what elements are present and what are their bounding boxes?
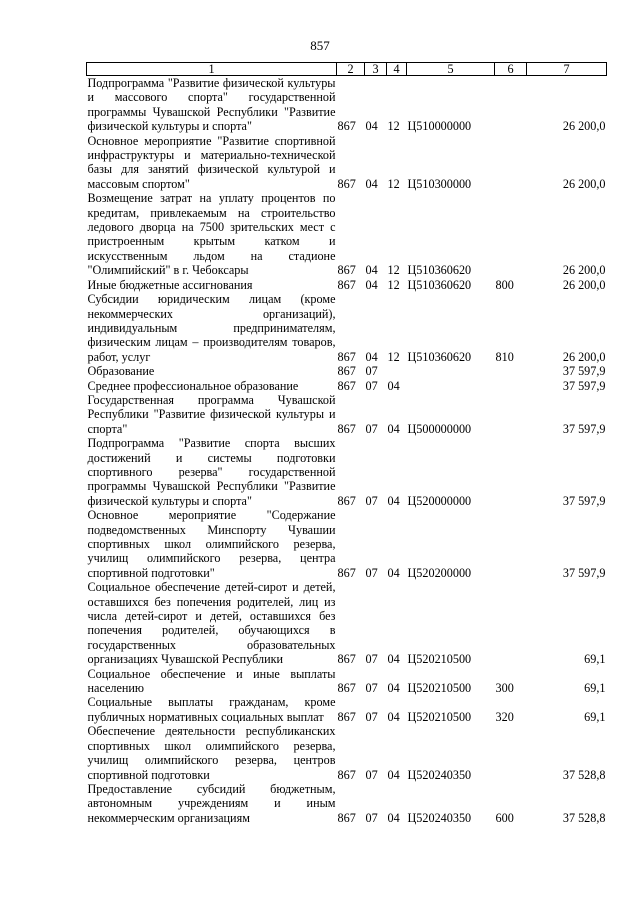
row-amount-cell: 37 597,9 xyxy=(562,565,606,580)
row-name-cell: Субсидии юридическим лицам (кроме некоммерческих организаций), индивидуальным предпринимателям, физическим лицам – производителям товаров, работ, услуг xyxy=(87,292,336,364)
row-target-article-cell: Ц520200000 xyxy=(407,565,472,580)
table-row xyxy=(87,278,607,292)
row-name-cell: Образование xyxy=(87,364,155,379)
row-section-cell: 04 xyxy=(365,349,378,364)
header-col-1: 1 xyxy=(87,63,337,76)
row-section-cell: 04 xyxy=(365,176,378,191)
row-name-cell: Социальное обеспечение детей-сирот и детей, оставшихся без попечения родителей, лиц из числа детей-сирот и детей, оставшихся без попечения родителей, обучающихся в государственных образовательных организациях Чувашской Республики xyxy=(87,580,336,667)
row-subsection-cell: 04 xyxy=(387,565,400,580)
row-target-article-cell xyxy=(407,364,495,378)
table-row xyxy=(87,292,607,364)
row-expense-type-cell: 810 xyxy=(495,349,514,364)
row-amount-cell: 37 528,8 xyxy=(562,767,606,782)
row-target-article-cell xyxy=(407,379,495,393)
row-section-cell: 07 xyxy=(365,378,378,393)
row-code-cell: 867 xyxy=(337,349,356,364)
row-target-article-cell: Ц520210500 xyxy=(407,681,472,696)
row-code-cell: 867 xyxy=(337,565,356,580)
row-name-cell: Подпрограмма "Развитие спорта высших достижений и системы подготовки спортивного резерва" государственной программы Чувашской Республики "Развитие физической культуры и спорта" xyxy=(87,436,336,508)
row-subsection-cell: 04 xyxy=(387,709,400,724)
row-amount-cell: 69,1 xyxy=(584,709,606,724)
row-target-article-cell: Ц510360620 xyxy=(407,263,472,278)
row-target-article-cell: Ц510000000 xyxy=(407,119,472,134)
row-target-article-cell: Ц520240350 xyxy=(407,810,472,825)
row-name-cell: Социальные выплаты гражданам, кроме публичных нормативных социальных выплат xyxy=(87,695,336,724)
row-name-cell: Основное мероприятие "Содержание подведомственных Минспорту Чувашии спортивных школ олимпийского резерва, училищ олимпийского резерва, центра спортивной подготовки" xyxy=(87,508,336,580)
table-row xyxy=(87,364,607,378)
row-code-cell: 867 xyxy=(337,378,356,393)
row-subsection-cell: 12 xyxy=(387,263,400,278)
row-amount-cell: 69,1 xyxy=(584,652,606,667)
row-expense-type-cell: 800 xyxy=(495,277,514,292)
row-expense-type-cell xyxy=(495,134,527,192)
table-row xyxy=(87,191,607,277)
row-amount-cell: 37 597,9 xyxy=(562,421,606,436)
header-col-2: 2 xyxy=(337,63,365,76)
row-amount-cell: 37 597,9 xyxy=(562,364,606,379)
row-code-cell: 867 xyxy=(337,277,356,292)
row-target-article-cell: Ц510360620 xyxy=(407,349,472,364)
row-subsection-cell: 04 xyxy=(387,681,400,696)
row-section-cell: 07 xyxy=(365,709,378,724)
row-name-cell: Возмещение затрат на уплату процентов по кредитам, привлекаемым на строительство ледового дворца на 7500 зрительских мест с пристроенным крытым катком и искусственным льдом на стадионе "Олимпийский" в г. Чебоксары xyxy=(87,191,336,278)
row-expense-type-cell: 300 xyxy=(495,681,514,696)
row-expense-type-cell xyxy=(495,436,527,508)
row-section-cell: 07 xyxy=(365,810,378,825)
header-col-5: 5 xyxy=(407,63,495,76)
budget-table xyxy=(86,62,607,825)
row-expense-type-cell xyxy=(495,724,527,782)
row-target-article-cell: Ц510300000 xyxy=(407,176,472,191)
row-name-cell: Социальное обеспечение и иные выплаты населению xyxy=(87,666,336,696)
row-section-cell: 07 xyxy=(365,565,378,580)
row-code-cell: 867 xyxy=(337,421,356,436)
table-body xyxy=(87,76,607,826)
row-amount-cell: 37 528,8 xyxy=(562,810,606,825)
row-code-cell: 867 xyxy=(337,176,356,191)
row-subsection-cell: 04 xyxy=(387,493,400,508)
row-amount-cell: 26 200,0 xyxy=(562,119,606,134)
row-amount-cell: 69,1 xyxy=(584,681,606,696)
row-name-cell: Среднее профессиональное образование xyxy=(87,378,299,393)
row-section-cell: 07 xyxy=(365,767,378,782)
row-expense-type-cell xyxy=(495,191,527,277)
row-section-cell: 04 xyxy=(365,263,378,278)
table-row xyxy=(87,724,607,782)
row-expense-type-cell xyxy=(495,76,527,134)
header-col-3: 3 xyxy=(365,63,387,76)
row-expense-type-cell: 600 xyxy=(495,810,514,825)
row-subsection-cell: 04 xyxy=(387,378,400,393)
table-row xyxy=(87,667,607,696)
row-expense-type-cell xyxy=(495,364,527,378)
row-subsection-cell: 12 xyxy=(387,277,400,292)
table-row xyxy=(87,580,607,666)
row-subsection-cell: 12 xyxy=(387,349,400,364)
row-code-cell: 867 xyxy=(337,767,356,782)
row-code-cell: 867 xyxy=(337,652,356,667)
row-section-cell: 07 xyxy=(365,681,378,696)
row-name-cell: Основное мероприятие "Развитие спортивной инфраструктуры и материально-технической базы для занятий физической культурой и массовым спортом" xyxy=(87,133,336,191)
row-subsection-cell: 04 xyxy=(387,767,400,782)
row-amount-cell: 26 200,0 xyxy=(562,176,606,191)
row-target-article-cell: Ц520210500 xyxy=(407,652,472,667)
row-amount-cell: 26 200,0 xyxy=(562,263,606,278)
row-code-cell: 867 xyxy=(337,263,356,278)
row-section-cell: 07 xyxy=(365,493,378,508)
table-row xyxy=(87,76,607,134)
row-section-cell: 07 xyxy=(365,652,378,667)
table-row xyxy=(87,436,607,508)
table-row xyxy=(87,508,607,580)
row-code-cell: 867 xyxy=(337,709,356,724)
row-expense-type-cell xyxy=(495,508,527,580)
table-row xyxy=(87,695,607,724)
row-expense-type-cell xyxy=(495,580,527,666)
table-row xyxy=(87,782,607,825)
row-target-article-cell: Ц510360620 xyxy=(407,277,472,292)
row-subsection-cell: 04 xyxy=(387,810,400,825)
row-target-article-cell: Ц500000000 xyxy=(407,421,472,436)
row-code-cell: 867 xyxy=(337,119,356,134)
header-col-6: 6 xyxy=(495,63,527,76)
row-name-cell: Иные бюджетные ассигнования xyxy=(87,277,253,292)
row-name-cell: Подпрограмма "Развитие физической культуры и массового спорта" государственной программы Чувашской Республики "Развитие физической культуры и спорта" xyxy=(87,76,336,134)
row-expense-type-cell xyxy=(495,393,527,436)
table-header xyxy=(87,63,607,76)
row-code-cell: 867 xyxy=(337,493,356,508)
row-section-cell: 07 xyxy=(365,421,378,436)
row-subsection-cell xyxy=(387,364,407,378)
table-row xyxy=(87,134,607,192)
header-col-7: 7 xyxy=(527,63,607,76)
row-section-cell: 04 xyxy=(365,119,378,134)
row-target-article-cell: Ц520210500 xyxy=(407,709,472,724)
row-subsection-cell: 12 xyxy=(387,119,400,134)
row-name-cell: Государственная программа Чувашской Республики "Развитие физической культуры и спорта" xyxy=(87,392,336,436)
row-amount-cell: 37 597,9 xyxy=(562,378,606,393)
row-name-cell: Предоставление субсидий бюджетным, автономным учреждениям и иным некоммерческим организациям xyxy=(87,781,336,825)
row-subsection-cell: 12 xyxy=(387,176,400,191)
row-code-cell: 867 xyxy=(337,681,356,696)
row-target-article-cell: Ц520000000 xyxy=(407,493,472,508)
row-subsection-cell: 04 xyxy=(387,421,400,436)
row-expense-type-cell: 320 xyxy=(495,709,514,724)
row-target-article-cell: Ц520240350 xyxy=(407,767,472,782)
row-name-cell: Обеспечение деятельности республиканских спортивных школ олимпийского резерва, училищ олимпийского резерва, центров спортивной подготовки xyxy=(87,724,336,782)
row-subsection-cell: 04 xyxy=(387,652,400,667)
row-amount-cell: 26 200,0 xyxy=(562,277,606,292)
header-col-4: 4 xyxy=(387,63,407,76)
table-row xyxy=(87,379,607,393)
table-row xyxy=(87,393,607,436)
row-code-cell: 867 xyxy=(337,810,356,825)
page-number: 857 xyxy=(310,38,330,53)
row-amount-cell: 26 200,0 xyxy=(562,349,606,364)
row-code-cell: 867 xyxy=(337,364,356,379)
row-section-cell: 04 xyxy=(365,277,378,292)
row-section-cell: 07 xyxy=(365,364,378,379)
row-expense-type-cell xyxy=(495,379,527,393)
row-amount-cell: 37 597,9 xyxy=(562,493,606,508)
